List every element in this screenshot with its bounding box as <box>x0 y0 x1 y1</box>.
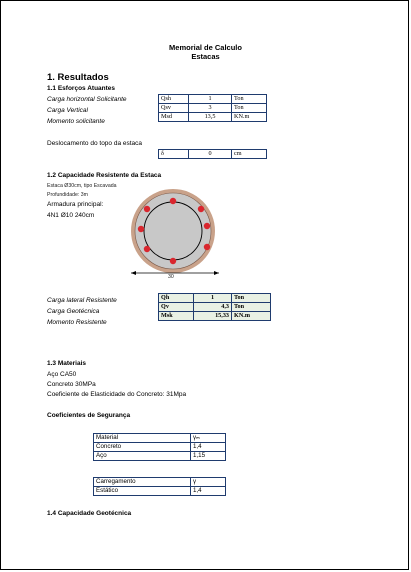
reinforcement-label: Armadura principal: <box>47 201 104 208</box>
load-label-horizontal: Carga horizontal Solicitante <box>47 96 127 103</box>
material-coefficients-table <box>93 433 226 461</box>
dimension-arrow-left <box>131 271 136 275</box>
coef-name-cell: Estático <box>94 487 191 496</box>
table-row <box>159 113 267 122</box>
coef-name-cell: Concreto <box>94 443 191 452</box>
page-subtitle: Estacas <box>191 52 220 61</box>
coef-value-cell: γₘ <box>191 434 226 443</box>
section-capacity-heading: 1.2 Capacidade Resistente da Estaca <box>47 172 162 179</box>
rebar-top <box>170 198 176 204</box>
material-elasticity: Coeficiente de Elasticidade do Concreto: 31Mpa <box>47 391 187 398</box>
symbol-cell: Qsv <box>159 104 189 113</box>
coef-name-cell: Material <box>94 434 191 443</box>
value-cell: 13,5 <box>189 113 232 122</box>
displacement-label: Deslocamento do topo da estaca <box>47 140 143 147</box>
load-label-moment: Momento solicitante <box>47 118 105 125</box>
value-cell: 0 <box>189 150 232 159</box>
pile-concrete-core <box>135 193 211 269</box>
reinforcement-spec: 4N1 Ø10 240cm <box>47 212 95 219</box>
value-cell: 15,33 <box>194 312 232 321</box>
symbol-cell: Msd <box>159 113 189 122</box>
rebar-left <box>138 226 144 232</box>
table-row <box>94 443 226 452</box>
unit-cell: Ton <box>232 104 267 113</box>
rebar-top-right <box>198 206 204 212</box>
unit-cell: Ton <box>232 303 271 312</box>
table-row <box>159 95 267 104</box>
section-loads-heading: 1.1 Esforços Atuantes <box>47 85 116 92</box>
table-row <box>159 104 267 113</box>
safety-coefficients-heading: Coeficientes de Segurança <box>47 412 131 419</box>
coef-value-cell: 1,4 <box>191 487 226 496</box>
unit-cell: KN.m <box>232 312 271 321</box>
table-row <box>159 294 271 303</box>
section-results-heading: 1. Resultados <box>47 72 109 83</box>
table-row <box>94 478 226 487</box>
section-geotechnical-heading: 1.4 Capacidade Geotécnica <box>47 510 132 517</box>
pile-description: Estaca Ø30cm, tipo Escavada <box>47 183 117 189</box>
pile-cross-section-drawing <box>121 189 231 284</box>
symbol-cell: δ <box>159 150 189 159</box>
pile-depth: Profundidade: 3m <box>47 192 88 198</box>
resistance-label-lateral: Carga lateral Resistente <box>47 297 117 304</box>
dimension-label: 30 <box>168 274 174 280</box>
coef-value-cell: 1,4 <box>191 443 226 452</box>
symbol-cell: Qv <box>159 303 194 312</box>
rebar-bottom-left <box>144 246 150 252</box>
value-cell: 3 <box>189 104 232 113</box>
table-row <box>94 452 226 461</box>
page-title: Memorial de Calculo <box>169 43 242 52</box>
resistance-label-geotechnical: Carga Geotécnica <box>47 308 100 315</box>
rebar-top-left <box>144 206 150 212</box>
load-coefficients-table <box>93 477 226 496</box>
load-label-vertical: Carga Vertical <box>47 107 88 114</box>
material-concrete: Concreto 30MPa <box>47 381 96 388</box>
coef-name-cell: Aço <box>94 452 191 461</box>
value-cell: 1 <box>189 95 232 104</box>
table-row <box>159 312 271 321</box>
coef-value-cell: 1,15 <box>191 452 226 461</box>
table-row <box>94 434 226 443</box>
unit-cell: KN.m <box>232 113 267 122</box>
table-row <box>159 150 267 159</box>
rebar-right <box>204 223 210 229</box>
dimension-arrow-right <box>214 271 219 275</box>
loads-table <box>158 94 267 122</box>
value-cell: 1 <box>194 294 232 303</box>
unit-cell: Ton <box>232 95 267 104</box>
displacement-table <box>158 149 267 159</box>
coef-value-cell: γ <box>191 478 226 487</box>
symbol-cell: Qsh <box>159 95 189 104</box>
unit-cell: Ton <box>232 294 271 303</box>
value-cell: 4,3 <box>194 303 232 312</box>
resistance-label-moment: Momento Resistente <box>47 319 107 326</box>
table-row <box>94 487 226 496</box>
table-row <box>159 303 271 312</box>
section-materials-heading: 1.3 Materiais <box>47 360 87 367</box>
symbol-cell: Qh <box>159 294 194 303</box>
symbol-cell: Msk <box>159 312 194 321</box>
material-steel: Aço CA50 <box>47 371 77 378</box>
unit-cell: cm <box>232 150 267 159</box>
rebar-bottom-right <box>204 244 210 250</box>
resistance-table <box>158 293 271 321</box>
rebar-bottom <box>170 258 176 264</box>
coef-name-cell: Carregamento <box>94 478 191 487</box>
